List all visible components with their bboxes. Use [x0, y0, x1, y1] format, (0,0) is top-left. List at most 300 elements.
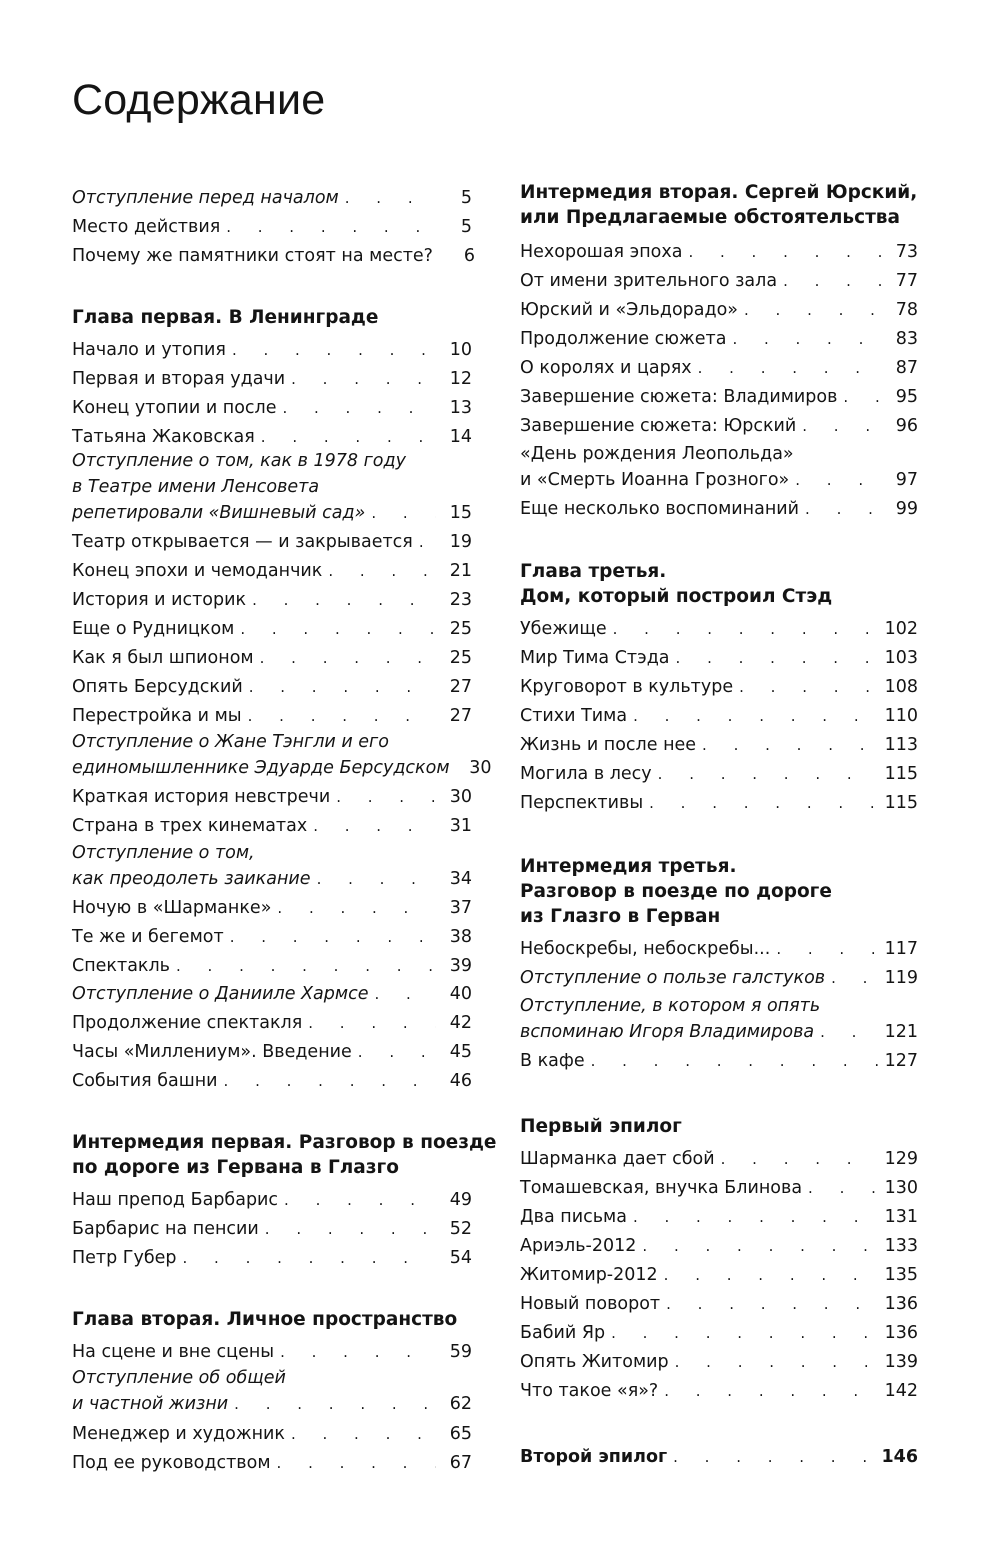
entry-title: О королях и царях	[520, 358, 692, 378]
section-heading-line: Дом, который построил Стэд	[520, 586, 833, 607]
entry-title: История и историк	[72, 590, 247, 610]
page-number: 67	[449, 1453, 472, 1473]
entry-line	[72, 1039, 472, 1065]
entry-title: как преодолеть заикание	[72, 869, 311, 889]
entry-title: В кафе	[520, 1051, 585, 1071]
entry-title: и «Смерть Иоанна Грозного»	[520, 470, 790, 490]
toc-entry[interactable]	[72, 1365, 472, 1417]
dot-leader	[291, 1421, 436, 1447]
dot-leader	[688, 239, 882, 265]
toc-entry[interactable]	[520, 1262, 918, 1288]
section-heading-line: по дороге из Гервана в Глазго	[72, 1157, 399, 1178]
page-number: 146	[881, 1447, 918, 1467]
toc-entry[interactable]	[72, 587, 472, 613]
page-number: 102	[884, 619, 918, 639]
page-number: 103	[884, 648, 918, 668]
dot-leader	[252, 587, 436, 613]
dot-leader	[265, 1216, 436, 1242]
page-number: 62	[449, 1394, 472, 1414]
entry-line	[520, 1019, 918, 1045]
entry-title: единомышленнике Эдуарде Берсудском	[72, 758, 450, 778]
page-number: 119	[884, 968, 918, 988]
toc-entry[interactable]	[520, 413, 918, 439]
dot-leader	[739, 674, 878, 700]
entry-title: Второй эпилог	[520, 1447, 668, 1467]
entry-line	[520, 1262, 918, 1288]
dot-leader	[721, 1146, 879, 1172]
entry-title: Отступление о Данииле Хармсе	[72, 984, 369, 1004]
toc-entry[interactable]	[72, 1421, 472, 1447]
page-number: 73	[895, 242, 918, 262]
entry-line	[520, 645, 918, 671]
entry-line	[72, 813, 472, 839]
page-number: 30	[449, 787, 472, 807]
toc-entry[interactable]	[72, 448, 472, 526]
dot-leader	[820, 1019, 878, 1045]
section-heading	[520, 854, 832, 929]
page-number: 12	[449, 369, 472, 389]
entry-title: Новый поворот	[520, 1294, 661, 1314]
entry-title: Татьяна Жаковская	[72, 427, 255, 447]
dot-leader	[831, 965, 878, 991]
entry-line	[72, 1339, 472, 1365]
page-number: 129	[884, 1149, 918, 1169]
dot-leader	[183, 1245, 437, 1271]
entry-line	[520, 1320, 918, 1346]
page-number: 31	[449, 816, 472, 836]
page-number: 25	[449, 619, 472, 639]
dot-leader	[732, 326, 882, 352]
entry-line	[520, 1204, 918, 1230]
entry-line	[72, 500, 472, 526]
entry-title: Мир Тима Стэда	[520, 648, 670, 668]
toc-entry[interactable]	[520, 239, 918, 265]
toc-entry[interactable]	[72, 1450, 472, 1476]
dot-leader	[234, 1391, 436, 1417]
entry-line	[520, 326, 918, 352]
page-number: 59	[449, 1342, 472, 1362]
page-number: 19	[449, 532, 472, 552]
page-number: 54	[449, 1248, 472, 1268]
entry-line	[72, 866, 472, 892]
page-number: 34	[449, 869, 472, 889]
entry-title: Завершение сюжета: Юрский	[520, 416, 797, 436]
dot-leader	[633, 703, 879, 729]
entry-line	[520, 674, 918, 700]
entry-title: Часы «Миллениум». Введение	[72, 1042, 352, 1062]
dot-leader	[419, 529, 436, 555]
entry-title: Петр Губер	[72, 1248, 177, 1268]
entry-title: Ариэль-2012	[520, 1236, 637, 1256]
section-heading	[72, 1130, 496, 1180]
toc-entry[interactable]	[72, 840, 472, 892]
page-number: 25	[449, 648, 472, 668]
toc-entry[interactable]	[520, 703, 918, 729]
section-heading	[520, 1114, 682, 1139]
page-number: 113	[884, 735, 918, 755]
toc-entry[interactable]	[72, 703, 472, 729]
toc-entry[interactable]	[72, 645, 472, 671]
dot-leader	[282, 395, 436, 421]
dot-leader	[277, 895, 436, 921]
section-heading-line: Разговор в поезде по дороге	[520, 881, 832, 902]
toc-entry[interactable]	[520, 965, 918, 991]
toc-entry[interactable]	[520, 326, 918, 352]
toc-entry[interactable]	[72, 813, 472, 839]
entry-title: Продолжение сюжета	[520, 329, 727, 349]
section-heading-line: из Глазго в Герван	[520, 906, 721, 927]
entry-line	[72, 981, 472, 1007]
page-number: 10	[449, 340, 472, 360]
entry-line	[72, 1245, 472, 1271]
dot-leader	[260, 645, 436, 671]
page-number: 96	[895, 416, 918, 436]
toc-entry[interactable]	[72, 1339, 472, 1365]
entry-line	[72, 784, 472, 810]
page-number: 40	[449, 984, 472, 1004]
dot-leader	[248, 703, 436, 729]
page-number: 121	[884, 1022, 918, 1042]
toc-entry[interactable]	[72, 243, 475, 269]
entry-line	[72, 755, 492, 781]
section-heading-line: Интермедия третья.	[520, 856, 737, 877]
toc-entry[interactable]	[520, 496, 918, 522]
dot-leader	[649, 790, 878, 816]
page-number: 87	[895, 358, 918, 378]
entry-title: Завершение сюжета: Владимиров	[520, 387, 838, 407]
entry-title: Театр открывается — и закрывается	[72, 532, 413, 552]
entry-title: Перспективы	[520, 793, 644, 813]
dot-leader	[658, 761, 879, 787]
toc-entry[interactable]	[72, 616, 472, 642]
page-number: 39	[449, 956, 472, 976]
entry-title: и частной жизни	[72, 1394, 229, 1414]
dot-leader	[291, 366, 436, 392]
section-heading-line: Глава первая. В Ленинграде	[72, 307, 379, 328]
dot-leader	[591, 1048, 879, 1074]
entry-title: Краткая история невстречи	[72, 787, 331, 807]
toc-entry[interactable]	[520, 1146, 918, 1172]
entry-title: Почему же памятники стоят на месте?	[72, 246, 433, 266]
page-number: 135	[884, 1265, 918, 1285]
entry-title: Могила в лесу	[520, 764, 652, 784]
dot-leader	[313, 813, 436, 839]
entry-title: Менеджер и художник	[72, 1424, 285, 1444]
dot-leader	[633, 1204, 879, 1230]
dot-leader	[317, 866, 436, 892]
section-heading-line: Первый эпилог	[520, 1116, 682, 1137]
entry-title: Два письма	[520, 1207, 627, 1227]
toc-entry[interactable]	[520, 645, 918, 671]
entry-line	[72, 924, 472, 950]
toc-entry[interactable]	[72, 1216, 472, 1242]
toc-entry[interactable]	[72, 784, 472, 810]
toc-entry[interactable]	[520, 790, 918, 816]
page-number: 139	[884, 1352, 918, 1372]
entry-line	[520, 732, 918, 758]
dot-leader	[783, 268, 882, 294]
entry-line	[520, 1048, 918, 1074]
page-number: 52	[449, 1219, 472, 1239]
dot-leader	[374, 981, 436, 1007]
entry-line	[72, 953, 472, 979]
entry-line	[72, 895, 472, 921]
entry-line	[72, 1391, 472, 1417]
entry-line	[520, 467, 918, 493]
dot-leader	[226, 214, 436, 240]
dot-leader	[176, 953, 436, 979]
toc-entry[interactable]	[72, 981, 472, 1007]
dot-leader	[795, 467, 882, 493]
entry-title: Конец утопии и после	[72, 398, 277, 418]
entry-line	[520, 413, 918, 439]
entry-title: Еще несколько воспоминаний	[520, 499, 800, 519]
page-number: 65	[449, 1424, 472, 1444]
dot-leader	[371, 500, 436, 526]
page-number: 30	[469, 758, 492, 778]
entry-line	[520, 1444, 918, 1470]
entry-title-line: Отступление об общей	[72, 1368, 286, 1388]
toc-entry[interactable]	[520, 1233, 918, 1259]
toc-entry[interactable]	[520, 761, 918, 787]
toc-entry[interactable]	[520, 1378, 918, 1404]
dot-leader	[666, 1291, 878, 1317]
dot-leader	[336, 784, 436, 810]
entry-line	[72, 1450, 472, 1476]
dot-leader	[328, 558, 436, 584]
entry-line	[72, 529, 472, 555]
dot-leader	[345, 185, 436, 211]
toc-entry[interactable]	[72, 1039, 472, 1065]
toc-entry[interactable]	[72, 214, 472, 240]
entry-title-line: Отступление о Жане Тэнгли и его	[72, 732, 389, 752]
entry-title: Стихи Тима	[520, 706, 628, 726]
page-number: 14	[449, 427, 472, 447]
toc-entry[interactable]	[72, 366, 472, 392]
dot-leader	[232, 337, 436, 363]
entry-title: Опять Житомир	[520, 1352, 669, 1372]
section-heading-line: Интермедия первая. Разговор в поезде	[72, 1132, 497, 1153]
toc-entry[interactable]	[72, 1010, 472, 1036]
entry-line	[520, 965, 918, 991]
entry-title: Жизнь и после нее	[520, 735, 697, 755]
entry-line	[520, 297, 918, 323]
dot-leader	[675, 1349, 879, 1375]
page-number: 95	[895, 387, 918, 407]
entry-title: репетировали «Вишневый сад»	[72, 503, 366, 523]
entry-line	[72, 185, 472, 211]
dot-leader	[284, 1187, 436, 1213]
toc-entry[interactable]	[72, 395, 472, 421]
entry-title: Нехорошая эпоха	[520, 242, 683, 262]
entry-title-line: Отступление о том,	[72, 843, 255, 863]
entry-line	[72, 616, 472, 642]
entry-line	[520, 384, 918, 410]
entry-line	[520, 1233, 918, 1259]
page-number: 131	[884, 1207, 918, 1227]
entry-line	[72, 645, 472, 671]
entry-line	[520, 761, 918, 787]
page-number: 5	[460, 217, 472, 237]
toc-entry[interactable]	[72, 558, 472, 584]
entry-line	[520, 268, 918, 294]
toc-entry[interactable]	[520, 441, 918, 493]
page-number: 38	[449, 927, 472, 947]
dot-leader	[673, 1444, 875, 1470]
page-number: 115	[884, 793, 918, 813]
dot-leader	[261, 424, 436, 450]
toc-entry[interactable]	[520, 732, 918, 758]
entry-title: Продолжение спектакля	[72, 1013, 303, 1033]
dot-leader	[277, 1450, 436, 1476]
entry-line	[520, 1175, 918, 1201]
section-heading-line: Глава вторая. Личное пространство	[72, 1309, 458, 1330]
entry-title-line: Отступление о том, как в 1978 году	[72, 451, 406, 471]
page-number: 27	[449, 677, 472, 697]
toc-entry[interactable]	[520, 355, 918, 381]
entry-line	[520, 1349, 918, 1375]
toc-entry[interactable]	[72, 1187, 472, 1213]
section-heading	[520, 180, 917, 230]
entry-line	[520, 790, 918, 816]
entry-title-line: в Театре имени Ленсовета	[72, 477, 320, 497]
toc-entry[interactable]	[72, 674, 472, 700]
entry-title: Бабий Яр	[520, 1323, 606, 1343]
toc-entry[interactable]	[520, 1048, 918, 1074]
entry-title-line: Отступление, в котором я опять	[520, 996, 821, 1016]
entry-line	[72, 243, 475, 269]
entry-line	[72, 1068, 472, 1094]
entry-line	[520, 936, 918, 962]
page-number: 45	[449, 1042, 472, 1062]
page-number: 23	[449, 590, 472, 610]
page-number: 136	[884, 1323, 918, 1343]
toc-entry[interactable]	[72, 924, 472, 950]
entry-line	[72, 1010, 472, 1036]
toc-entry[interactable]	[72, 1068, 472, 1094]
toc-entry[interactable]	[520, 384, 918, 410]
toc-entry[interactable]	[520, 1291, 918, 1317]
toc-entry[interactable]	[72, 424, 472, 450]
page-number: 97	[895, 470, 918, 490]
entry-title-line: «День рождения Леопольда»	[520, 444, 794, 464]
toc-entry[interactable]	[520, 268, 918, 294]
entry-title: Томашевская, внучка Блинова	[520, 1178, 803, 1198]
toc-entry[interactable]	[72, 1245, 472, 1271]
page-number: 77	[895, 271, 918, 291]
entry-line	[520, 616, 918, 642]
toc-entry[interactable]	[72, 953, 472, 979]
page-number: 115	[884, 764, 918, 784]
entry-title: Ночую в «Шарманке»	[72, 898, 272, 918]
entry-line	[72, 587, 472, 613]
toc-entry[interactable]	[520, 1204, 918, 1230]
toc-entry[interactable]	[520, 1444, 918, 1470]
dot-leader	[308, 1010, 436, 1036]
entry-title: Начало и утопия	[72, 340, 226, 360]
toc-entry[interactable]	[520, 993, 918, 1045]
dot-leader	[744, 297, 882, 323]
section-heading	[520, 559, 832, 609]
entry-title: Шарманка дает сбой	[520, 1149, 715, 1169]
dot-leader	[664, 1262, 879, 1288]
entry-title: Опять Берсудский	[72, 677, 243, 697]
toc-entry[interactable]	[520, 674, 918, 700]
page-number: 6	[463, 246, 475, 266]
dot-leader	[698, 355, 882, 381]
dot-leader	[358, 1039, 436, 1065]
entry-line	[72, 558, 472, 584]
toc-entry[interactable]	[520, 616, 918, 642]
page-number: 130	[884, 1178, 918, 1198]
entry-line	[72, 214, 472, 240]
dot-leader	[613, 616, 879, 642]
page-number: 142	[884, 1381, 918, 1401]
toc-entry[interactable]	[520, 1320, 918, 1346]
page-number: 42	[449, 1013, 472, 1033]
page-number: 13	[449, 398, 472, 418]
entry-line	[72, 1187, 472, 1213]
entry-title: Убежище	[520, 619, 607, 639]
dot-leader	[230, 924, 436, 950]
page-number: 99	[895, 499, 918, 519]
section-heading-line: Глава третья.	[520, 561, 667, 582]
entry-line	[72, 424, 472, 450]
entry-line	[520, 1378, 918, 1404]
dot-leader	[280, 1339, 436, 1365]
toc-entry[interactable]	[520, 1175, 918, 1201]
section-heading-line: или Предлагаемые обстоятельства	[520, 207, 900, 228]
entry-line	[520, 355, 918, 381]
page-number: 21	[449, 561, 472, 581]
entry-title: Житомир-2012	[520, 1265, 658, 1285]
dot-leader	[664, 1378, 878, 1404]
dot-leader	[808, 1175, 879, 1201]
dot-leader	[776, 936, 878, 962]
toc-entry[interactable]	[520, 1349, 918, 1375]
toc-entry[interactable]	[72, 185, 472, 211]
toc-entry[interactable]	[72, 895, 472, 921]
entry-title: Конец эпохи и чемоданчик	[72, 561, 323, 581]
entry-title: Как я был шпионом	[72, 648, 254, 668]
toc-entry[interactable]	[72, 729, 492, 781]
entry-title: Барбарис на пенсии	[72, 1219, 259, 1239]
page-number: 5	[460, 188, 472, 208]
toc-entry[interactable]	[72, 337, 472, 363]
page-number: 15	[449, 503, 472, 523]
entry-line	[520, 496, 918, 522]
toc-entry[interactable]	[72, 529, 472, 555]
page-number: 108	[884, 677, 918, 697]
entry-line	[72, 674, 472, 700]
entry-title: Перестройка и мы	[72, 706, 242, 726]
entry-line	[72, 1421, 472, 1447]
page-number: 46	[449, 1071, 472, 1091]
entry-title: Наш препод Барбарис	[72, 1190, 279, 1210]
entry-line	[520, 1291, 918, 1317]
toc-entry[interactable]	[520, 936, 918, 962]
entry-line	[520, 239, 918, 265]
entry-line	[520, 703, 918, 729]
entry-title: Круговорот в культуре	[520, 677, 734, 697]
entry-title: События башни	[72, 1071, 218, 1091]
entry-title: Юрский и «Эльдорадо»	[520, 300, 739, 320]
entry-title: На сцене и вне сцены	[72, 1342, 275, 1362]
toc-entry[interactable]	[520, 297, 918, 323]
page-number: 117	[884, 939, 918, 959]
section-heading-line: Интермедия вторая. Сергей Юрский,	[520, 182, 918, 203]
dot-leader	[805, 496, 882, 522]
